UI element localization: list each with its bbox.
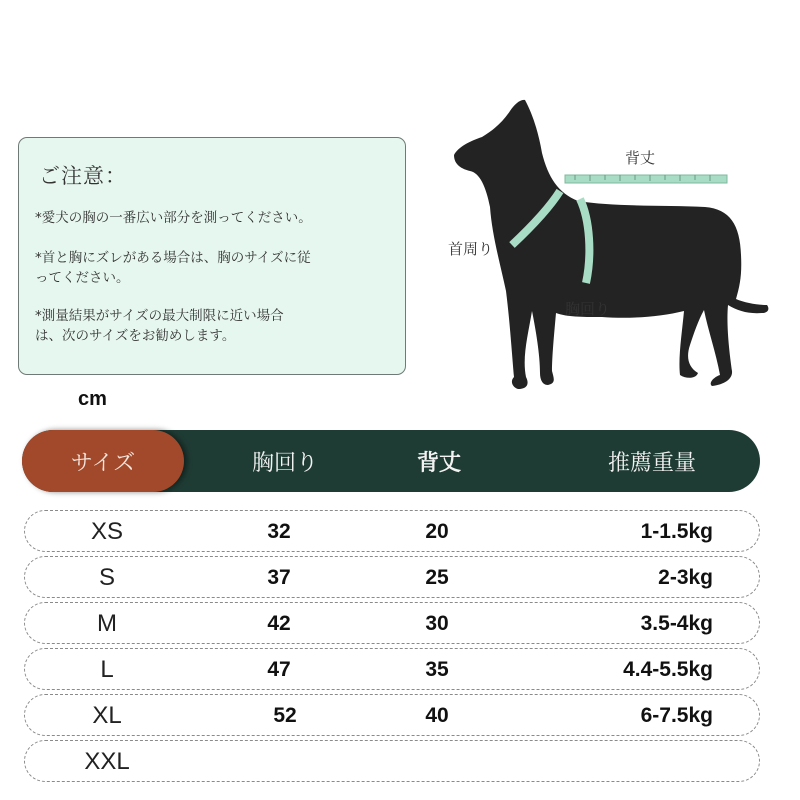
notice-title: ご注意： <box>39 164 127 188</box>
back-length-cell <box>401 741 473 783</box>
table-row <box>24 740 760 782</box>
dog-diagram <box>440 95 780 400</box>
back-length-cell: 40 <box>425 704 449 727</box>
size-cell: M <box>97 610 117 637</box>
notice-line: ってください。 <box>35 270 130 286</box>
notice-box <box>18 137 406 375</box>
back-length-label: 背丈 <box>625 149 656 167</box>
chest-cell: 37 <box>267 566 291 589</box>
notice-line: *愛犬の胸の一番広い部分を測ってください。 <box>35 210 312 226</box>
header-weight: 推薦重量 <box>607 450 696 476</box>
weight-cell: 1-1.5kg <box>640 520 713 543</box>
notice-line: *首と胸にズレがある場合は、胸のサイズに従 <box>35 250 311 266</box>
weight-cell: 4.4-5.5kg <box>623 658 713 681</box>
neck-label: 首周り <box>448 240 494 258</box>
chest-cell: 47 <box>267 658 291 681</box>
table-row <box>24 510 760 552</box>
notice-line: *測量結果がサイズの最大制限に近い場合 <box>35 308 284 324</box>
table-row <box>24 648 760 690</box>
weight-cell: 2-3kg <box>658 566 713 589</box>
table-row <box>24 556 760 598</box>
size-cell: L <box>100 656 114 683</box>
chest-label: 胸回り <box>565 300 611 318</box>
chest-cell: 42 <box>267 612 291 635</box>
header-back-length: 背丈 <box>416 450 461 476</box>
back-length-cell: 20 <box>425 520 449 543</box>
unit-label: cm <box>78 388 107 410</box>
back-length-cell: 25 <box>425 566 449 589</box>
back-length-cell: 35 <box>425 658 449 681</box>
header-size: サイズ <box>22 430 184 492</box>
header-chest: 胸回り <box>251 450 318 476</box>
table-header <box>22 430 760 492</box>
weight-cell: 6-7.5kg <box>640 704 713 727</box>
size-cell: XXL <box>84 748 130 775</box>
size-cell: XL <box>92 702 122 729</box>
size-cell: S <box>98 564 115 591</box>
chest-cell: 52 <box>273 704 297 727</box>
size-cell: XS <box>90 518 123 545</box>
table-row <box>24 602 760 644</box>
table-row <box>24 694 760 736</box>
weight-cell: 3.5-4kg <box>640 612 713 635</box>
chest-cell <box>243 741 315 783</box>
weight-cell <box>545 741 713 783</box>
chest-cell: 32 <box>267 520 291 543</box>
back-length-cell: 30 <box>425 612 449 635</box>
notice-line: は、次のサイズをお勧めします。 <box>35 328 236 344</box>
